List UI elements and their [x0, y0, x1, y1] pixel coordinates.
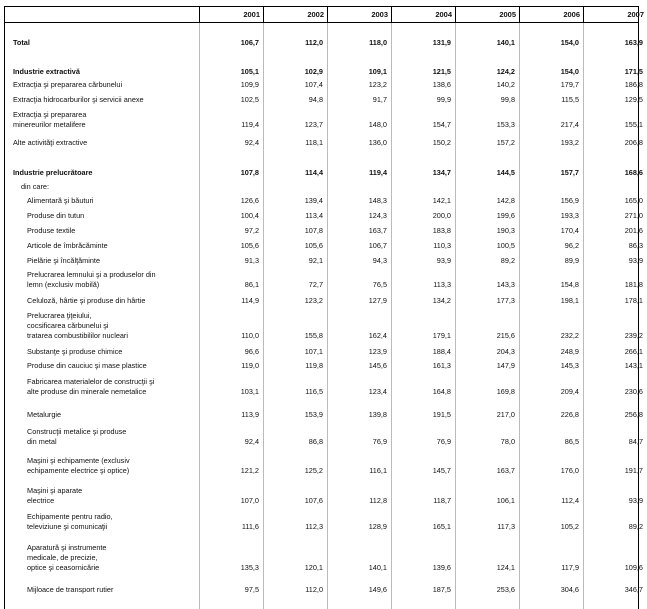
row-label: tratarea combustibililor nucleari — [27, 331, 128, 340]
cell-value: 204,3 — [496, 347, 515, 356]
row-label: Aparatură şi instrumente — [27, 543, 107, 552]
cell-value: 105,6 — [240, 241, 259, 250]
cell-value: 126,6 — [240, 196, 259, 205]
cell-value: 186,8 — [624, 80, 643, 89]
cell-value: 93,9 — [628, 256, 643, 265]
cell-value: 116,1 — [369, 466, 387, 475]
cell-value: 148,3 — [368, 196, 387, 205]
cell-value: 97,5 — [244, 585, 259, 594]
cell-value: 140,1 — [368, 563, 387, 572]
cell-value: 183,8 — [432, 226, 451, 235]
cell-value: 206,8 — [624, 138, 643, 147]
cell-value: 154,8 — [560, 280, 579, 289]
cell-value: 107,8 — [240, 168, 259, 177]
cell-value: 143,1 — [624, 361, 643, 370]
row-label: din metal — [27, 437, 57, 446]
cell-value: 139,8 — [368, 410, 387, 419]
cell-value: 165,1 — [432, 522, 451, 531]
cell-value: 114,4 — [305, 168, 323, 177]
row-label: Construcţii metalice şi produse — [27, 427, 127, 436]
cell-value: 112,8 — [369, 496, 387, 505]
cell-value: 179,1 — [432, 331, 451, 340]
cell-value: 109,9 — [240, 80, 259, 89]
cell-value: 100,4 — [240, 211, 259, 220]
row-label: Articole de îmbrăcăminte — [27, 241, 108, 250]
row-label: Echipamente pentru radio, — [27, 512, 113, 521]
cell-value: 113,9 — [241, 410, 259, 419]
cell-value: 106,7 — [368, 241, 387, 250]
cell-value: 163,7 — [368, 226, 387, 235]
cell-value: 99,8 — [500, 95, 515, 104]
cell-value: 188,4 — [432, 347, 451, 356]
cell-value: 89,9 — [564, 256, 579, 265]
cell-value: 139,6 — [432, 563, 451, 572]
cell-value: 112,3 — [305, 522, 323, 531]
cell-value: 230,6 — [624, 387, 643, 396]
year-header: 2002 — [263, 7, 327, 22]
cell-value: 177,3 — [496, 296, 515, 305]
cell-value: 123,7 — [304, 120, 323, 129]
cell-value: 209,4 — [560, 387, 579, 396]
cell-value: 153,3 — [496, 120, 515, 129]
cell-value: 145,7 — [432, 466, 451, 475]
cell-value: 168,6 — [624, 168, 643, 177]
cell-value: 107,4 — [304, 80, 323, 89]
row-label: Alte activităţi extractive — [13, 138, 88, 147]
cell-value: 199,6 — [496, 211, 515, 220]
cell-value: 170,4 — [560, 226, 579, 235]
cell-value: 97,2 — [244, 226, 259, 235]
cell-value: 111,6 — [241, 522, 259, 531]
cell-value: 201,6 — [624, 226, 643, 235]
row-label: minereurilor metalifere — [13, 120, 86, 129]
cell-value: 123,9 — [368, 347, 387, 356]
cell-value: 128,9 — [368, 522, 387, 531]
cell-value: 117,3 — [497, 522, 515, 531]
cell-value: 135,3 — [240, 563, 259, 572]
cell-value: 92,1 — [308, 256, 323, 265]
cell-value: 110,0 — [241, 331, 259, 340]
row-label: Substanţe şi produse chimice — [27, 347, 123, 356]
cell-value: 93,9 — [436, 256, 451, 265]
row-label: echipamente electrice şi optice) — [27, 466, 130, 475]
cell-value: 118,1 — [305, 138, 323, 147]
row-label: Extracţia hidrocarburilor şi servicii anexe — [13, 95, 144, 104]
cell-value: 190,3 — [496, 226, 515, 235]
cell-value: 154,0 — [560, 67, 579, 76]
row-label: televiziune şi comunicaţii — [27, 522, 108, 531]
cell-value: 193,3 — [560, 211, 579, 220]
cell-value: 112,0 — [305, 585, 323, 594]
cell-value: 76,9 — [372, 437, 387, 446]
cell-value: 142,8 — [496, 196, 515, 205]
cell-value: 72,7 — [308, 280, 323, 289]
cell-value: 163,9 — [624, 38, 643, 47]
cell-value: 76,9 — [436, 437, 451, 446]
cell-value: 191,7 — [624, 466, 643, 475]
column-divider — [455, 23, 456, 609]
row-label: Produse din tutun — [27, 211, 85, 220]
cell-value: 109,6 — [624, 563, 643, 572]
cell-value: 86,5 — [564, 437, 579, 446]
cell-value: 127,9 — [368, 296, 387, 305]
cell-value: 102,5 — [240, 95, 259, 104]
row-label: Fabricarea materialelor de construcţii şi — [27, 377, 155, 386]
cell-value: 78,0 — [500, 437, 515, 446]
year-header: 2006 — [519, 7, 583, 22]
cell-value: 266,1 — [624, 347, 643, 356]
row-label: Extracţia şi prepararea — [13, 110, 87, 119]
row-label: Mijloace de transport rutier — [27, 585, 114, 594]
cell-value: 256,8 — [624, 410, 643, 419]
cell-value: 120,1 — [304, 563, 323, 572]
cell-value: 99,9 — [436, 95, 451, 104]
row-label: Maşini şi aparate — [27, 486, 83, 495]
cell-value: 92,4 — [244, 138, 259, 147]
year-header: 2003 — [327, 7, 391, 22]
cell-value: 304,6 — [560, 585, 579, 594]
cell-value: 239,2 — [624, 331, 643, 340]
row-label: lemn (exclusiv mobilă) — [27, 280, 100, 289]
cell-value: 113,3 — [433, 280, 451, 289]
cell-value: 154,7 — [432, 120, 451, 129]
row-label: Celuloză, hârtie şi produse din hârtie — [27, 296, 146, 305]
cell-value: 163,7 — [496, 466, 515, 475]
cell-value: 271,0 — [624, 211, 643, 220]
cell-value: 157,2 — [496, 138, 515, 147]
row-label: Industrie extractivă — [13, 67, 80, 76]
cell-value: 119,4 — [241, 120, 259, 129]
cell-value: 154,0 — [560, 38, 579, 47]
cell-value: 123,2 — [368, 80, 387, 89]
row-label: Produse din cauciuc şi mase plastice — [27, 361, 147, 370]
cell-value: 176,0 — [560, 466, 579, 475]
cell-value: 139,4 — [304, 196, 323, 205]
cell-value: 106,7 — [240, 38, 259, 47]
cell-value: 140,1 — [496, 38, 515, 47]
cell-value: 124,1 — [496, 563, 515, 572]
cell-value: 148,0 — [368, 120, 387, 129]
cell-value: 150,2 — [432, 138, 451, 147]
cell-value: 162,4 — [368, 331, 387, 340]
row-label: cocsificarea cărbunelui şi — [27, 321, 109, 330]
cell-value: 165,0 — [624, 196, 643, 205]
cell-value: 117,9 — [561, 563, 579, 572]
cell-value: 94,3 — [372, 256, 387, 265]
cell-value: 215,6 — [496, 331, 515, 340]
cell-value: 123,2 — [304, 296, 323, 305]
cell-value: 136,0 — [368, 138, 387, 147]
column-divider — [583, 23, 584, 609]
year-header: 2005 — [455, 7, 519, 22]
row-label: Metalurgie — [27, 410, 62, 419]
cell-value: 109,1 — [368, 67, 387, 76]
cell-value: 164,8 — [432, 387, 451, 396]
cell-value: 105,6 — [304, 241, 323, 250]
cell-value: 161,3 — [432, 361, 451, 370]
cell-value: 145,6 — [368, 361, 387, 370]
cell-value: 198,1 — [560, 296, 579, 305]
cell-value: 121,5 — [432, 67, 451, 76]
cell-value: 125,2 — [304, 466, 323, 475]
cell-value: 86,8 — [308, 437, 323, 446]
cell-value: 187,5 — [432, 585, 451, 594]
cell-value: 142,1 — [432, 196, 451, 205]
cell-value: 96,2 — [564, 241, 579, 250]
cell-value: 92,4 — [244, 437, 259, 446]
cell-value: 107,8 — [304, 226, 323, 235]
cell-value: 171,5 — [624, 67, 643, 76]
cell-value: 102,9 — [304, 67, 323, 76]
cell-value: 232,2 — [560, 331, 579, 340]
row-label: Maşini şi echipamente (exclusiv — [27, 456, 130, 465]
column-divider — [519, 23, 520, 609]
cell-value: 91,7 — [372, 95, 387, 104]
cell-value: 253,6 — [496, 585, 515, 594]
year-header: 2001 — [199, 7, 263, 22]
cell-value: 138,6 — [432, 80, 451, 89]
cell-value: 105,1 — [240, 67, 259, 76]
cell-value: 143,3 — [496, 280, 515, 289]
cell-value: 121,2 — [240, 466, 259, 475]
column-divider — [263, 23, 264, 609]
row-label: Pielărie şi încălţăminte — [27, 256, 101, 265]
cell-value: 149,6 — [368, 585, 387, 594]
column-divider — [391, 23, 392, 609]
row-label: din care: — [21, 182, 49, 191]
cell-value: 144,5 — [496, 168, 515, 177]
cell-value: 86,1 — [244, 280, 259, 289]
column-divider — [199, 23, 200, 609]
cell-value: 76,5 — [372, 280, 387, 289]
row-label: Prelucrarea lemnului şi a produselor din — [27, 270, 156, 279]
cell-value: 193,2 — [560, 138, 579, 147]
cell-value: 200,0 — [432, 211, 451, 220]
cell-value: 110,3 — [433, 241, 451, 250]
cell-value: 156,9 — [560, 196, 579, 205]
cell-value: 106,1 — [496, 496, 515, 505]
cell-value: 119,4 — [369, 168, 387, 177]
cell-value: 89,2 — [500, 256, 515, 265]
cell-value: 94,8 — [308, 95, 323, 104]
table-header — [5, 7, 644, 23]
cell-value: 114,9 — [241, 296, 259, 305]
year-header: 2007 — [583, 7, 647, 22]
cell-value: 169,8 — [496, 387, 515, 396]
cell-value: 112,4 — [561, 496, 579, 505]
cell-value: 118,7 — [433, 496, 451, 505]
cell-value: 93,9 — [628, 496, 643, 505]
cell-value: 155,1 — [624, 120, 643, 129]
row-label: optice şi ceasornicărie — [27, 563, 100, 572]
cell-value: 217,0 — [496, 410, 515, 419]
cell-value: 181,8 — [624, 280, 643, 289]
cell-value: 129,5 — [624, 95, 643, 104]
row-label: Produse textile — [27, 226, 76, 235]
row-label: alte produse din minerale nemetalice — [27, 387, 147, 396]
cell-value: 155,8 — [304, 331, 323, 340]
cell-value: 107,6 — [304, 496, 323, 505]
cell-value: 157,7 — [560, 168, 579, 177]
column-divider — [327, 23, 328, 609]
cell-value: 191,5 — [432, 410, 451, 419]
cell-value: 248,9 — [560, 347, 579, 356]
cell-value: 103,1 — [240, 387, 259, 396]
cell-value: 124,2 — [496, 67, 515, 76]
statistics-table — [4, 6, 644, 609]
cell-value: 145,3 — [560, 361, 579, 370]
cell-value: 226,8 — [560, 410, 579, 419]
row-label: Total — [13, 38, 30, 47]
cell-value: 123,4 — [368, 387, 387, 396]
cell-value: 86,3 — [628, 241, 643, 250]
cell-value: 96,6 — [244, 347, 259, 356]
cell-value: 107,1 — [304, 347, 323, 356]
cell-value: 179,7 — [560, 80, 579, 89]
cell-value: 91,3 — [244, 256, 259, 265]
cell-value: 100,5 — [496, 241, 515, 250]
cell-value: 119,8 — [305, 361, 323, 370]
cell-value: 153,9 — [304, 410, 323, 419]
year-header: 2004 — [391, 7, 455, 22]
cell-value: 131,9 — [432, 38, 451, 47]
cell-value: 115,5 — [561, 95, 579, 104]
row-label: electrice — [27, 496, 55, 505]
cell-value: 112,0 — [305, 38, 323, 47]
cell-value: 116,5 — [305, 387, 323, 396]
row-label: Extracţia şi prepararea cărbunelui — [13, 80, 123, 89]
cell-value: 119,0 — [241, 361, 259, 370]
cell-value: 346,7 — [624, 585, 643, 594]
row-label: medicale, de precizie, — [27, 553, 98, 562]
row-label: Alimentară şi băuturi — [27, 196, 94, 205]
cell-value: 134,7 — [432, 168, 451, 177]
cell-value: 113,4 — [305, 211, 323, 220]
cell-value: 124,3 — [368, 211, 387, 220]
row-label: Industrie prelucrătoare — [13, 168, 93, 177]
cell-value: 217,4 — [560, 120, 579, 129]
cell-value: 84,7 — [628, 437, 643, 446]
cell-value: 140,2 — [496, 80, 515, 89]
cell-value: 89,2 — [628, 522, 643, 531]
cell-value: 118,0 — [369, 38, 387, 47]
cell-value: 107,0 — [240, 496, 259, 505]
cell-value: 178,1 — [624, 296, 643, 305]
row-label: Prelucrarea ţiţeiului, — [27, 311, 92, 320]
cell-value: 147,9 — [496, 361, 515, 370]
cell-value: 105,2 — [560, 522, 579, 531]
cell-value: 134,2 — [432, 296, 451, 305]
